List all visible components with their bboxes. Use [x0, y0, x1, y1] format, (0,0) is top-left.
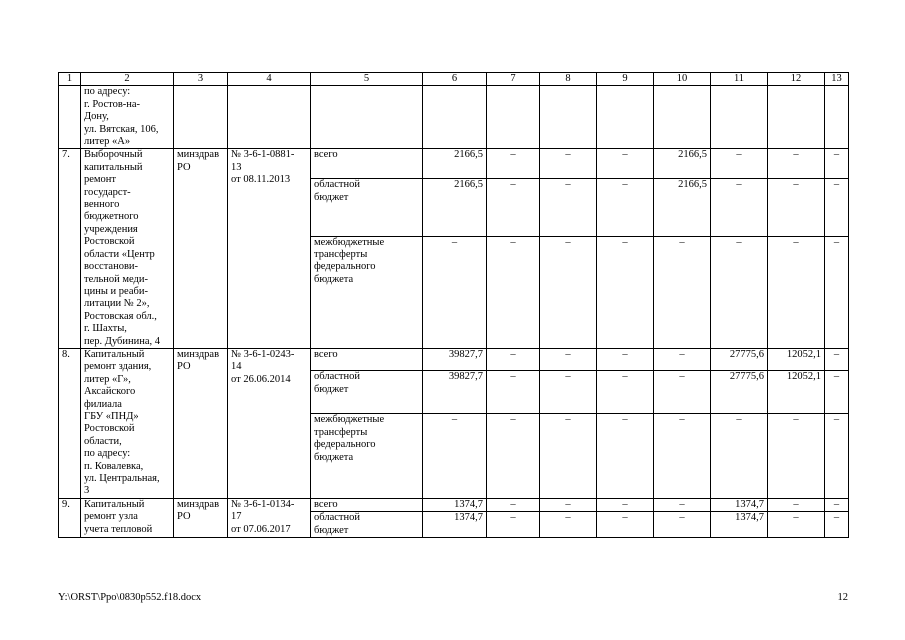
- value-cell: –: [487, 149, 540, 179]
- value-cell: –: [540, 498, 597, 511]
- value-cell: –: [540, 512, 597, 538]
- value-cell: –: [768, 236, 825, 348]
- funding-source-cell: областной бюджет: [311, 512, 423, 538]
- value-cell: –: [654, 414, 711, 498]
- funding-source-cell: всего: [311, 149, 423, 179]
- value-cell: 2166,5: [654, 149, 711, 179]
- funding-source-cell: областной бюджет: [311, 371, 423, 414]
- funding-source-cell: всего: [311, 498, 423, 511]
- value-cell: –: [654, 236, 711, 348]
- col-header-1: 1: [59, 73, 81, 86]
- organization-cell: минздрав РО: [174, 498, 228, 537]
- value-cell: –: [423, 414, 487, 498]
- value-cell: –: [597, 179, 654, 236]
- value-cell: –: [597, 512, 654, 538]
- value-cell: 1374,7: [711, 498, 768, 511]
- value-cell: –: [597, 236, 654, 348]
- funding-source-cell: межбюджетные трансферты федерального бюджета: [311, 236, 423, 348]
- object-name-cell: Выборочный капитальный ремонт государст- венного бюджетного учреждения Ростовской области «Центр восстанови- тельной меди- цины и реаби- литации № 2», Ростовская обл., г. Шахты, пер. Дубинина, 4: [81, 149, 174, 349]
- value-cell: –: [540, 179, 597, 236]
- document-cell: № 3-6-1-0881- 13 от 08.11.2013: [228, 149, 311, 349]
- value-cell: –: [487, 348, 540, 370]
- value-cell: –: [540, 236, 597, 348]
- row-number: 9.: [59, 498, 81, 537]
- value-cell: –: [654, 371, 711, 414]
- value-cell: –: [597, 149, 654, 179]
- value-cell: –: [540, 414, 597, 498]
- table-row: [59, 149, 849, 179]
- value-cell: –: [540, 371, 597, 414]
- col-header-11: 11: [711, 73, 768, 86]
- continuation-name-cell: по адресу: г. Ростов-на- Дону, ул. Вятская, 106, литер «А»: [81, 86, 174, 149]
- value-cell: –: [711, 179, 768, 236]
- value-cell: –: [825, 371, 849, 414]
- value-cell: 1374,7: [423, 498, 487, 511]
- value-cell: 39827,7: [423, 371, 487, 414]
- value-cell: –: [423, 236, 487, 348]
- value-cell: –: [597, 371, 654, 414]
- organization-cell: минздрав РО: [174, 149, 228, 349]
- value-cell: –: [540, 149, 597, 179]
- value-cell: –: [711, 414, 768, 498]
- col-header-8: 8: [540, 73, 597, 86]
- value-cell: 2166,5: [423, 179, 487, 236]
- value-cell: –: [768, 512, 825, 538]
- value-cell: –: [487, 512, 540, 538]
- funding-source-cell: всего: [311, 348, 423, 370]
- row-number: 7.: [59, 149, 81, 349]
- value-cell: 2166,5: [654, 179, 711, 236]
- value-cell: –: [540, 348, 597, 370]
- col-header-2: 2: [81, 73, 174, 86]
- col-header-10: 10: [654, 73, 711, 86]
- value-cell: –: [487, 371, 540, 414]
- value-cell: –: [768, 149, 825, 179]
- organization-cell: минздрав РО: [174, 348, 228, 498]
- value-cell: –: [825, 236, 849, 348]
- value-cell: 27775,6: [711, 348, 768, 370]
- budget-table: [58, 72, 849, 538]
- footer-file-path: Y:\ORST\Ppo\0830p552.f18.docx: [58, 592, 202, 603]
- col-header-3: 3: [174, 73, 228, 86]
- funding-source-cell: областной бюджет: [311, 179, 423, 236]
- col-header-5: 5: [311, 73, 423, 86]
- document-cell: № 3-6-1-0134- 17 от 07.06.2017: [228, 498, 311, 537]
- value-cell: –: [825, 498, 849, 511]
- value-cell: –: [711, 236, 768, 348]
- col-header-6: 6: [423, 73, 487, 86]
- value-cell: 1374,7: [711, 512, 768, 538]
- table-body: [59, 73, 849, 538]
- value-cell: –: [825, 512, 849, 538]
- funding-source-cell: межбюджетные трансферты федерального бюджета: [311, 414, 423, 498]
- value-cell: –: [654, 348, 711, 370]
- value-cell: –: [768, 179, 825, 236]
- value-cell: 1374,7: [423, 512, 487, 538]
- value-cell: –: [597, 348, 654, 370]
- object-name-cell: Капитальный ремонт здания, литер «Г», Аксайского филиала ГБУ «ПНД» Ростовской области, по адресу: п. Ковалевка, ул. Центральная, 3: [81, 348, 174, 498]
- value-cell: –: [487, 236, 540, 348]
- value-cell: –: [768, 414, 825, 498]
- header-row: [59, 73, 849, 86]
- continuation-row: [59, 86, 849, 149]
- value-cell: –: [768, 498, 825, 511]
- value-cell: –: [597, 414, 654, 498]
- row-number: 8.: [59, 348, 81, 498]
- footer-page-number: 12: [837, 592, 848, 603]
- document-cell: № 3-6-1-0243- 14 от 26.06.2014: [228, 348, 311, 498]
- value-cell: –: [597, 498, 654, 511]
- value-cell: 12052,1: [768, 371, 825, 414]
- table-row: [59, 348, 849, 370]
- value-cell: 39827,7: [423, 348, 487, 370]
- value-cell: –: [825, 414, 849, 498]
- col-header-9: 9: [597, 73, 654, 86]
- col-header-12: 12: [768, 73, 825, 86]
- value-cell: –: [654, 512, 711, 538]
- col-header-13: 13: [825, 73, 849, 86]
- value-cell: –: [825, 179, 849, 236]
- value-cell: –: [654, 498, 711, 511]
- value-cell: –: [825, 149, 849, 179]
- value-cell: –: [487, 498, 540, 511]
- value-cell: –: [711, 149, 768, 179]
- value-cell: –: [487, 414, 540, 498]
- col-header-4: 4: [228, 73, 311, 86]
- object-name-cell: Капитальный ремонт узла учета тепловой: [81, 498, 174, 537]
- value-cell: 2166,5: [423, 149, 487, 179]
- col-header-7: 7: [487, 73, 540, 86]
- table-row: [59, 498, 849, 511]
- value-cell: 12052,1: [768, 348, 825, 370]
- value-cell: –: [487, 179, 540, 236]
- value-cell: 27775,6: [711, 371, 768, 414]
- value-cell: –: [825, 348, 849, 370]
